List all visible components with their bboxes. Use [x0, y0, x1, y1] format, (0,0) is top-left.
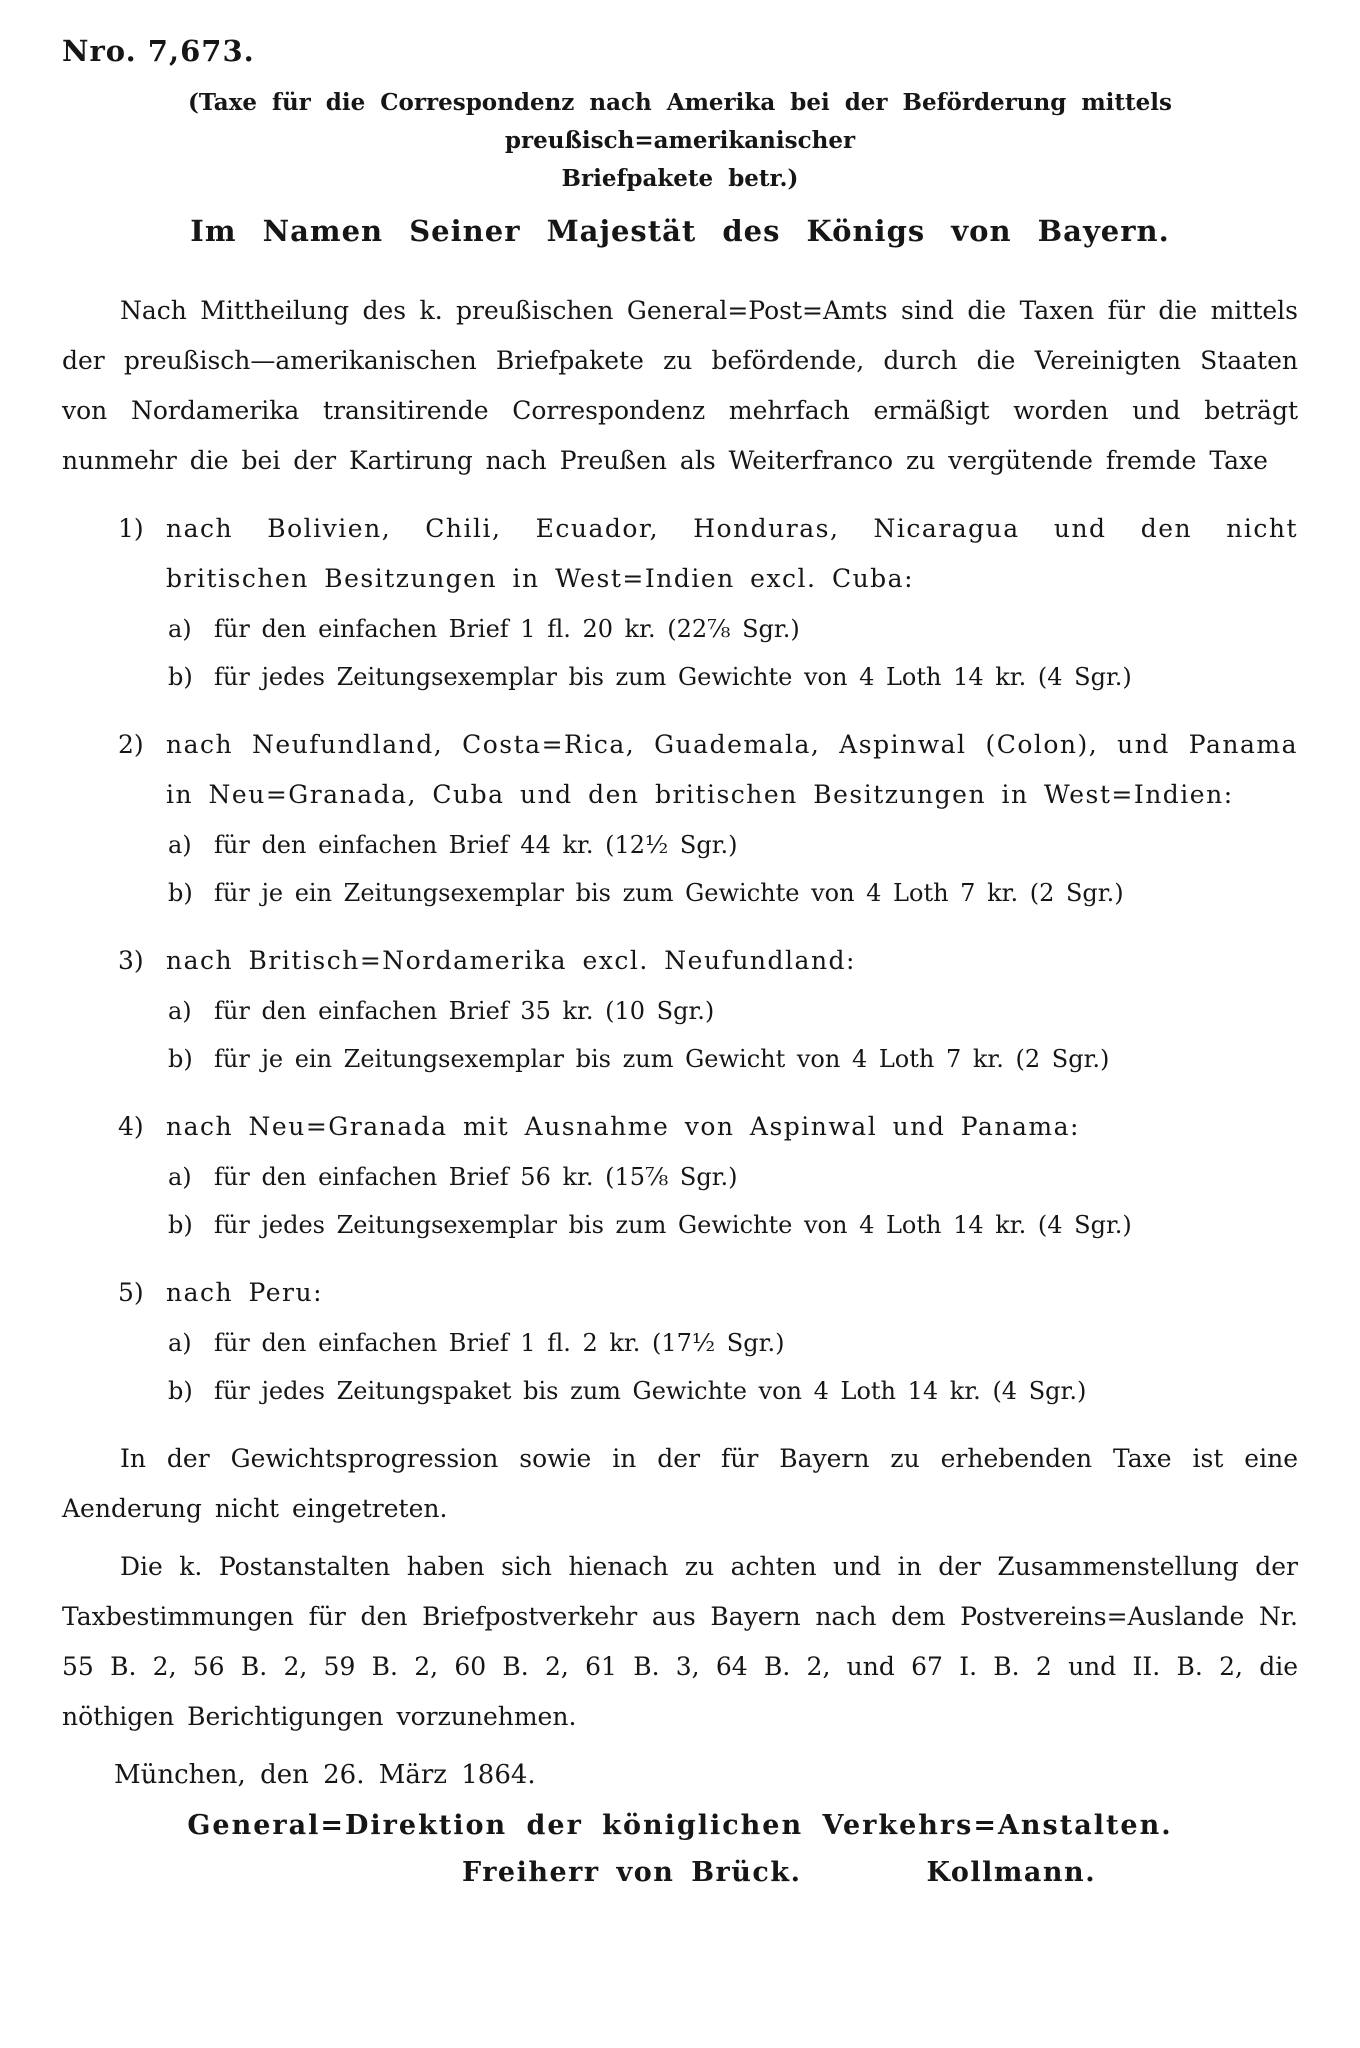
item-destination-row: [118, 720, 1298, 820]
sub-rate-label: a): [168, 615, 192, 643]
item-sub-rate: [168, 1154, 1298, 1200]
item-sub-rate: [168, 606, 1298, 652]
item-sub-rate: [168, 870, 1298, 916]
sub-rate-text: für jedes Zeitungsexemplar bis zum Gewichte von 4 Loth 14 kr. (4 Sgr.): [214, 1211, 1132, 1239]
sub-rate-text: für den einfachen Brief 56 kr. (15⅞ Sgr.): [214, 1163, 738, 1191]
item-destination-row: [118, 504, 1298, 604]
proclamation-heading: Im Namen Seiner Majestät des Königs von Bayern.: [190, 214, 1170, 248]
subject-line-1: (Taxe für die Correspondenz nach Amerika bei der Beförderung mittels preußisch=amerikanischer: [188, 89, 1172, 154]
closing-paragraph-1: In der Gewichtsprogression sowie in der für Bayern zu erhebenden Taxe ist eine Aenderung nicht eingetreten.: [62, 1444, 1298, 1523]
item-destination-row: [118, 1102, 1298, 1152]
item-destination-row: [118, 1268, 1298, 1318]
sub-rate-label: a): [168, 1329, 192, 1357]
tariff-item-3: [62, 936, 1298, 1082]
signature-left: Freiherr von Brück.: [462, 1857, 802, 1888]
tariff-item-2: [62, 720, 1298, 916]
tariff-item-4: [62, 1102, 1298, 1248]
sub-rate-text: für je ein Zeitungsexemplar bis zum Gewichte von 4 Loth 7 kr. (2 Sgr.): [214, 879, 1124, 907]
signature-right: Kollmann.: [926, 1857, 1097, 1888]
item-sub-rate: [168, 1320, 1298, 1366]
sub-rate-label: a): [168, 997, 192, 1025]
item-sub-rate: [168, 654, 1298, 700]
item-destination: nach Britisch=Nordamerika excl. Neufundland:: [166, 946, 856, 975]
sub-rate-label: a): [168, 1163, 192, 1191]
sub-rate-text: für jedes Zeitungsexemplar bis zum Gewichte von 4 Loth 14 kr. (4 Sgr.): [214, 663, 1132, 691]
document-number: Nro. 7,673.: [62, 34, 255, 68]
item-number: 2): [118, 730, 144, 759]
sub-rate-text: für je ein Zeitungsexemplar bis zum Gewicht von 4 Loth 7 kr. (2 Sgr.): [214, 1045, 1110, 1073]
subject-line-2: Briefpakete betr.): [561, 165, 799, 192]
sub-rate-label: a): [168, 831, 192, 859]
sub-rate-text: für den einfachen Brief 44 kr. (12½ Sgr.): [214, 831, 738, 859]
item-destination-row: [118, 936, 1298, 986]
item-destination: nach Peru:: [166, 1278, 324, 1307]
sub-rate-label: b): [168, 1377, 193, 1405]
sub-rate-text: für den einfachen Brief 1 fl. 20 kr. (22⅞ Sgr.): [214, 615, 800, 643]
item-sub-rate: [168, 1202, 1298, 1248]
sub-rate-label: b): [168, 663, 193, 691]
item-sub-rate: [168, 988, 1298, 1034]
item-number: 3): [118, 946, 144, 975]
sub-rate-text: für den einfachen Brief 1 fl. 2 kr. (17½ Sgr.): [214, 1329, 785, 1357]
signature-row: [62, 1857, 1298, 1888]
sub-rate-text: für jedes Zeitungspaket bis zum Gewichte von 4 Loth 14 kr. (4 Sgr.): [214, 1377, 1087, 1405]
tariff-item-5: [62, 1268, 1298, 1414]
item-destination: nach Neufundland, Costa=Rica, Guademala, Aspinwal (Colon), und Panama in Neu=Granada, Cuba und den britischen Besitzungen in West=Indien:: [166, 730, 1298, 809]
tariff-item-list: [62, 504, 1298, 1414]
item-sub-rate: [168, 1036, 1298, 1082]
item-sub-rate: [168, 822, 1298, 868]
sub-rate-label: b): [168, 1211, 193, 1239]
sub-rate-label: b): [168, 1045, 193, 1073]
sub-rate-text: für den einfachen Brief 35 kr. (10 Sgr.): [214, 997, 715, 1025]
item-destination: nach Neu=Granada mit Ausnahme von Aspinwal und Panama:: [166, 1112, 1080, 1141]
issuing-authority: General=Direktion der königlichen Verkehrs=Anstalten.: [187, 1810, 1173, 1841]
item-number: 4): [118, 1112, 144, 1141]
closing-paragraph-2: Die k. Postanstalten haben sich hienach zu achten und in der Zusammenstellung der Taxbestimmungen für den Briefpostverkehr aus Bayern nach dem Postvereins=Auslande Nr. 55 B. 2, 56 B. 2, 59 B. 2, 60 B. 2, 61 B. 3, 64 B. 2, und 67 I. B. 2 und II. B. 2, die nöthigen Berichtigungen vorzunehmen.: [62, 1552, 1298, 1731]
tariff-item-1: [62, 504, 1298, 700]
subject-heading: [62, 84, 1298, 198]
item-number: 5): [118, 1278, 144, 1307]
intro-paragraph: Nach Mittheilung des k. preußischen General=Post=Amts sind die Taxen für die mittels der preußisch—amerikanischen Briefpakete zu befördende, durch die Vereinigten Staaten von Nordamerika transitirende Correspondenz mehrfach ermäßigt worden und beträgt nunmehr die bei der Kartirung nach Preußen als Weiterfranco zu vergütende fremde Taxe: [62, 296, 1298, 475]
dateline: München, den 26. März 1864.: [114, 1760, 536, 1790]
item-number: 1): [118, 514, 144, 543]
item-sub-rate: [168, 1368, 1298, 1414]
sub-rate-label: b): [168, 879, 193, 907]
item-destination: nach Bolivien, Chili, Ecuador, Honduras, Nicaragua und den nicht britischen Besitzungen in West=Indien excl. Cuba:: [166, 514, 1298, 593]
